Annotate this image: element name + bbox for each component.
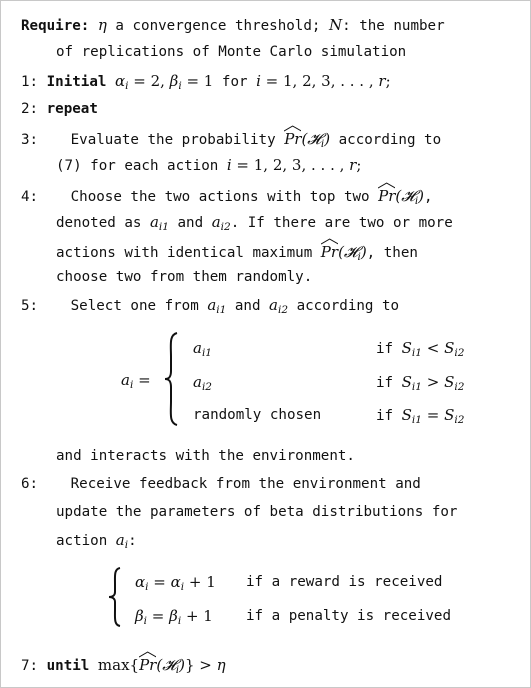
cases-lhs: $a_i$ =: [121, 371, 151, 391]
step-3-cont: [56, 156, 361, 175]
case-3-cond: if $S_{i1} = S_{i2}$: [376, 406, 465, 426]
step-1: [21, 72, 391, 95]
for-text: for: [221, 74, 248, 90]
left-brace-icon: [161, 331, 181, 427]
step-4-line-4: [56, 268, 312, 286]
step-num: 2:: [21, 101, 39, 117]
step-2: [21, 100, 98, 118]
case-2-cond: if $S_{i1} > S_{i2}$: [376, 373, 465, 393]
step-6-line-3: action $a_i$:: [56, 531, 137, 551]
until-keyword: until: [46, 658, 90, 674]
eta-symbol: η: [97, 16, 107, 34]
step-4-text-e: actions with identical maximum: [56, 245, 313, 261]
step-4-text-c: and: [177, 215, 204, 231]
case-1-value: $a_{i1}$: [193, 339, 212, 359]
step-6-text-a: Receive feedback from the environment and: [70, 476, 421, 492]
require-text-c: of replications of Monte Carlo simulation: [56, 44, 407, 60]
step-5-after: and interacts with the environment.: [56, 448, 355, 464]
step-num: 3:: [21, 132, 39, 148]
init-math: $\alpha_i = 2$, $\beta_i = 1$: [114, 72, 214, 92]
range-math: i = 1, 2, 3, . . . , r;: [256, 72, 391, 90]
a-i2: $a_{i2}$: [211, 213, 231, 233]
case-2-value: $a_{i2}$: [193, 373, 212, 393]
step-4-text-g: choose two from them randomly.: [56, 269, 313, 285]
step-6: [21, 475, 421, 493]
require-line: [21, 16, 445, 35]
repeat-keyword: repeat: [46, 101, 98, 117]
until-condition: max{Pr (𝓗$_i$)} > η: [98, 656, 226, 674]
step-4-text-d: . If there are two or more: [230, 215, 453, 231]
update-beta: $\beta_i = \beta_i + 1$: [135, 607, 213, 627]
step-7: [21, 654, 226, 679]
step-4-text-a: Choose the two actions with top two: [70, 189, 370, 205]
step-4-text-f: , then: [366, 245, 418, 261]
step-num: 7:: [21, 658, 39, 674]
update-beta-cond: if a penalty is received: [246, 608, 451, 624]
a-i1: $a_{i1}$: [149, 213, 169, 233]
step-4: 4: Choose the two actions with top two Pr (𝓗$_i$),: [21, 185, 433, 210]
step-5: [21, 296, 399, 319]
step-5-text-c: according to: [296, 298, 400, 314]
initial-keyword: Initial: [46, 74, 107, 90]
case-3-value: randomly chosen: [193, 407, 322, 423]
step-num: 1:: [21, 74, 39, 90]
step-num: 4:: [21, 189, 39, 205]
case-1-cond: if $S_{i1} < S_{i2}$: [376, 339, 465, 359]
step-3: [21, 128, 441, 153]
range-math-2: i = 1, 2, 3, . . . , r;: [226, 156, 362, 174]
require-text-a: a convergence threshold;: [106, 18, 329, 34]
update-alpha-cond: if a reward is received: [246, 574, 443, 590]
step-5-text-a: Select one from: [70, 298, 199, 314]
require-text-b: : the number: [342, 18, 445, 34]
require-line-2: [56, 43, 406, 61]
step-4-line-2: [56, 213, 453, 236]
left-brace-icon: [106, 566, 124, 628]
prob-hat-math-3: Pr (𝓗$_i$): [321, 243, 367, 261]
step-5-text-b: and: [234, 298, 261, 314]
prob-hat-math-2: Pr (𝓗$_i$): [378, 187, 424, 205]
require-keyword: Require:: [21, 18, 90, 34]
a-i2-b: $a_{i2}$: [269, 296, 289, 316]
step-num: 6:: [21, 476, 39, 492]
update-alpha: $\alpha_i = \alpha_i + 1$: [135, 573, 216, 593]
step-3-text-a: Evaluate the probability: [70, 132, 276, 148]
a-i1-b: $a_{i1}$: [207, 296, 227, 316]
step-3-text-b: according to: [338, 132, 442, 148]
step-6-line-2: update the parameters of beta distributions for: [56, 504, 458, 520]
step-3-cont-text: (7) for each action: [56, 158, 219, 174]
step-4-line-3: [56, 241, 418, 266]
step-4-text-b: denoted as: [56, 215, 142, 231]
prob-hat-math: Pr (𝓗$_i$): [284, 130, 330, 148]
step-num: 5:: [21, 298, 39, 314]
n-symbol: N: [328, 16, 343, 34]
